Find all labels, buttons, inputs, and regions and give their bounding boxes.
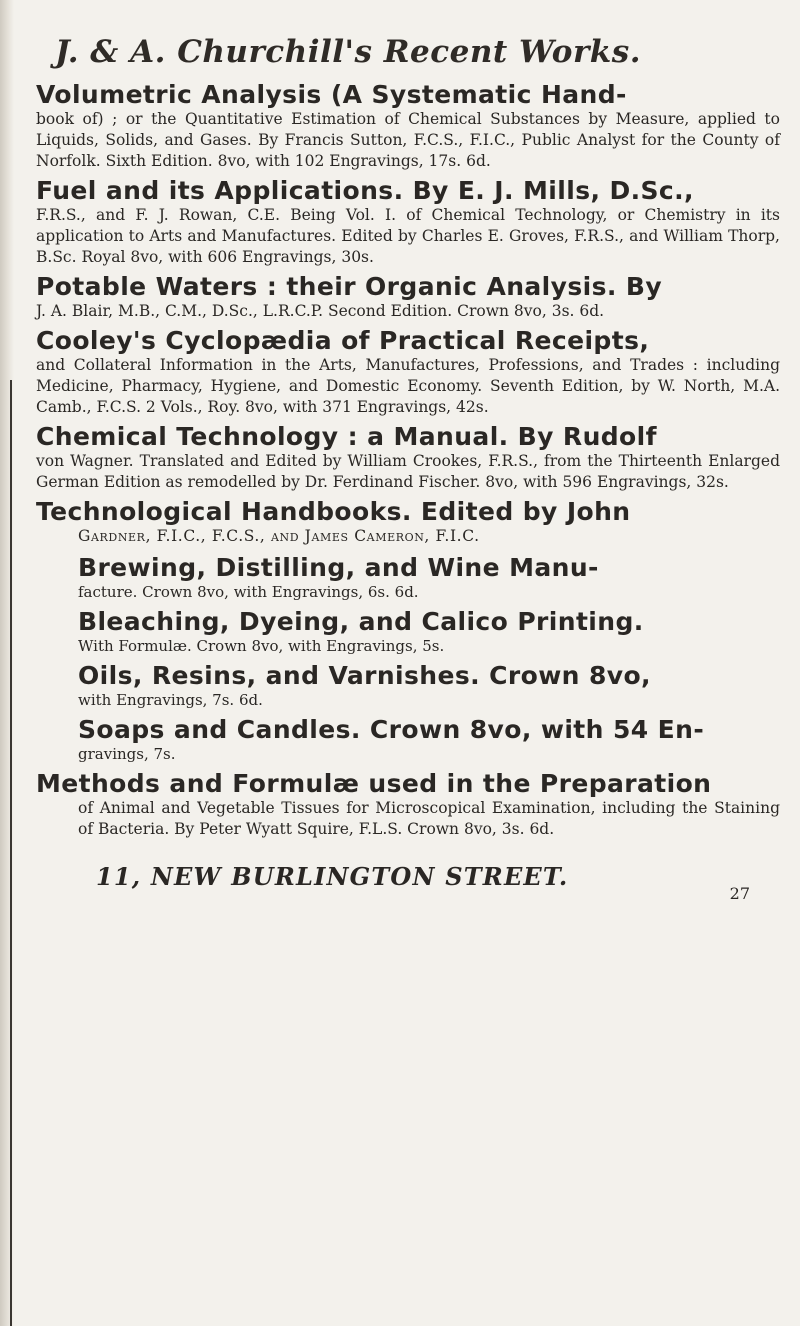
publisher-address: 11, NEW BURLINGTON STREET. <box>96 862 569 891</box>
catalogue-page <box>36 14 780 912</box>
series-editors: Gardner, F.I.C., F.C.S., and James Cameron, F.I.C. <box>78 527 480 545</box>
entry-potable-waters <box>36 272 780 322</box>
handbook-bleaching <box>36 607 780 657</box>
entry-cooleys-cyclopaedia <box>36 326 780 418</box>
entry-body: F.R.S., and F. J. Rowan, C.E. Being Vol. I. of Chemical Technology, or Chemistry in its application to Arts and Manufactures. Edited by Charles E. Groves, F.R.S., and William Thorp, B.Sc. Royal 8vo, with 606 Engravings, 30s. <box>36 206 780 266</box>
entry-title: Chemical Technology : a Manual. By Rudolf <box>36 422 657 451</box>
page-number: 27 <box>729 884 750 903</box>
handbook-body: gravings, 7s. <box>78 745 176 763</box>
entry-chemical-technology <box>36 422 780 493</box>
entry-methods-formulae <box>36 769 780 840</box>
entry-body: of Animal and Vegetable Tissues for Microscopical Examination, including the Staining of Bacteria. By Peter Wyatt Squire, F.L.S. Crown 8vo, 3s. 6d. <box>78 799 780 838</box>
entry-volumetric-analysis <box>36 80 780 172</box>
entry-body: and Collateral Information in the Arts, Manufactures, Professions, and Trades : including Medicine, Pharmacy, Hygiene, and Domestic Economy. Seventh Edition, by W. North, M.A. Camb., F.C.S. 2 Vols., Roy. 8vo, with 371 Engravings, 42s. <box>36 356 780 416</box>
handbook-title: Bleaching, Dyeing, and Calico Printing. <box>78 607 644 636</box>
handbook-oils <box>36 661 780 711</box>
entry-body: von Wagner. Translated and Edited by William Crookes, F.R.S., from the Thirteenth Enlarged German Edition as remodelled by Dr. Ferdinand Fischer. 8vo, with 596 Engravings, 32s. <box>36 452 780 491</box>
handbook-body: facture. Crown 8vo, with Engravings, 6s. 6d. <box>78 583 419 601</box>
series-title: Technological Handbooks. Edited by John <box>36 497 631 526</box>
entry-body: book of) ; or the Quantitative Estimation of Chemical Substances by Measure, applied to Liquids, Solids, and Gases. By Francis Sutton, F.C.S., F.I.C., Public Analyst for the County of Norfolk. Sixth Edition. 8vo, with 102 Engravings, 17s. 6d. <box>36 110 780 170</box>
handbook-title: Brewing, Distilling, and Wine Manu- <box>78 553 599 582</box>
entry-title: Fuel and its Applications. By E. J. Mills, D.Sc., <box>36 176 694 205</box>
handbook-title: Soaps and Candles. Crown 8vo, with 54 En- <box>78 715 705 744</box>
entry-title: Potable Waters : their Organic Analysis. By <box>36 272 663 301</box>
handbook-soaps <box>36 715 780 765</box>
entry-fuel <box>36 176 780 268</box>
entry-technological-handbooks <box>36 497 780 547</box>
entry-title: Cooley's Cyclopædia of Practical Receipts, <box>36 326 650 355</box>
page-footer <box>36 862 780 912</box>
entry-body: J. A. Blair, M.B., C.M., D.Sc., L.R.C.P. Second Edition. Crown 8vo, 3s. 6d. <box>36 302 605 320</box>
page-edge-line <box>10 380 12 1326</box>
entry-title: Methods and Formulæ used in the Preparation <box>36 769 712 798</box>
handbook-body: With Formulæ. Crown 8vo, with Engravings, 5s. <box>78 637 445 655</box>
running-head: J. & A. Churchill's Recent Works. <box>54 34 642 70</box>
handbook-title: Oils, Resins, and Varnishes. Crown 8vo, <box>78 661 651 690</box>
entry-title: Volumetric Analysis (A Systematic Hand- <box>36 80 627 109</box>
handbook-brewing <box>36 553 780 603</box>
handbook-body: with Engravings, 7s. 6d. <box>78 691 263 709</box>
